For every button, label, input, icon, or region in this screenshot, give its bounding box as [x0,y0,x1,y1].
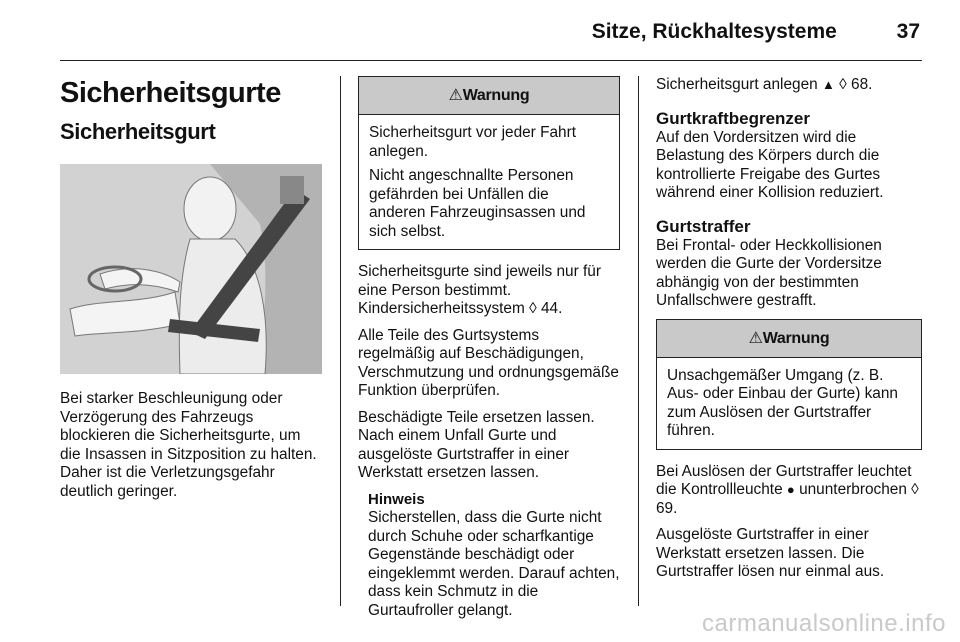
page-reference: ◊ 69. [656,481,919,517]
warning-text: Sicherheitsgurt vor jeder Fahrt anlegen. [369,124,577,160]
page-reference: ◊ 68. [839,76,873,93]
body-paragraph [656,76,922,95]
page-number: 37 [896,20,920,43]
seatbelt-icon: ▲ [822,77,835,92]
body-paragraph: Alle Teile des Gurtsystems regelmäßig auf Beschädigungen, Verschmutzung und ordnungsgemäße Funktion überprüfen. [358,326,619,399]
page-header [592,20,920,44]
intro-text: Sicherheitsgurt anlegen [656,76,818,93]
body-paragraph: Ausgelöste Gurtstraffer in einer Werkstatt ersetzen lassen. Die Gurtstraffer lösen nur einmal aus. [656,526,885,580]
heading-gurtstraffer: Gurtstraffer [656,216,751,236]
body-paragraph: Auf den Vordersitzen wird die Belastung des Körpers durch die kontrollierte Freigabe des Gurtes während einer Kollision reduziert. [656,128,884,201]
column-right [656,76,922,590]
body-paragraph: Bei Frontal- oder Heckkollisionen werden die Gurte der Vordersitze abhängig von der bestimmten Unfallschwere gestrafft. [656,236,882,309]
seatbelt-illustration-drawing [60,164,322,374]
warning-header [657,320,921,358]
warning-triangle-icon: ⚠ [748,329,763,347]
column-divider-1 [340,76,341,606]
column-divider-2 [638,76,639,606]
warning-body [359,115,619,249]
warning-text: Nicht angeschnallte Personen gefährden bei Unfällen die anderen Fahrzeuginsassen und sich selbst. [369,167,586,240]
header-title: Sitze, Rückhaltesysteme [591,20,837,43]
warning-title: Warnung [762,329,830,347]
column-middle [358,76,620,628]
header-divider [60,60,922,61]
subsection-title: Sicherheitsgurt [60,119,216,144]
warning-box [358,76,620,250]
column-left [60,76,324,509]
watermark: carmanualsonline.info [702,610,946,637]
warning-text: Unsachgemäßer Umgang (z. B. Aus- oder Einbau der Gurte) kann zum Auslösen der Gurtstraffer führen. [667,366,898,439]
seatbelt-illustration [60,164,322,374]
ausloesen-text: Bei Auslösen der Gurtstraffer leuchtet die Kontrollleuchte [656,462,912,498]
warning-header [359,77,619,115]
warning-triangle-icon: ⚠ [448,87,463,104]
note-text: Sicherstellen, dass die Gurte nicht durch Schuhe oder scharfkantige Gegenstände beschädigt oder eingeklemmt werden. Darauf achten, dass kein Schmutz in die Gurtaufroller gelangt. [368,509,620,619]
body-paragraph [656,463,922,519]
note-title: Hinweis [368,490,425,508]
note-box [368,491,620,621]
body-paragraph: Beschädigte Teile ersetzen lassen. Nach einem Unfall Gurte und ausgelöste Gurtstraffer in einer Werkstatt ersetzen lassen. [358,408,595,481]
warning-box [656,319,922,450]
illustration-caption: Bei starker Beschleunigung oder Verzögerung des Fahrzeugs blockieren die Sicherheitsgurte, um die Insassen in Sitzposition zu halten. Daher ist die Verletzungsgefahr deutlich geringer. [60,390,317,500]
ausloesen-text-b: ununterbrochen [799,481,907,498]
airbag-warning-icon: ● [786,482,795,497]
heading-gurtkraftbegrenzer: Gurtkraftbegrenzer [656,108,810,128]
body-paragraph: Sicherheitsgurte sind jeweils nur für eine Person bestimmt. Kindersicherheitssystem ◊ 44. [358,263,601,317]
warning-title: Warnung [462,87,530,104]
section-title: Sicherheitsgurte [60,77,281,109]
warning-body [657,358,921,449]
